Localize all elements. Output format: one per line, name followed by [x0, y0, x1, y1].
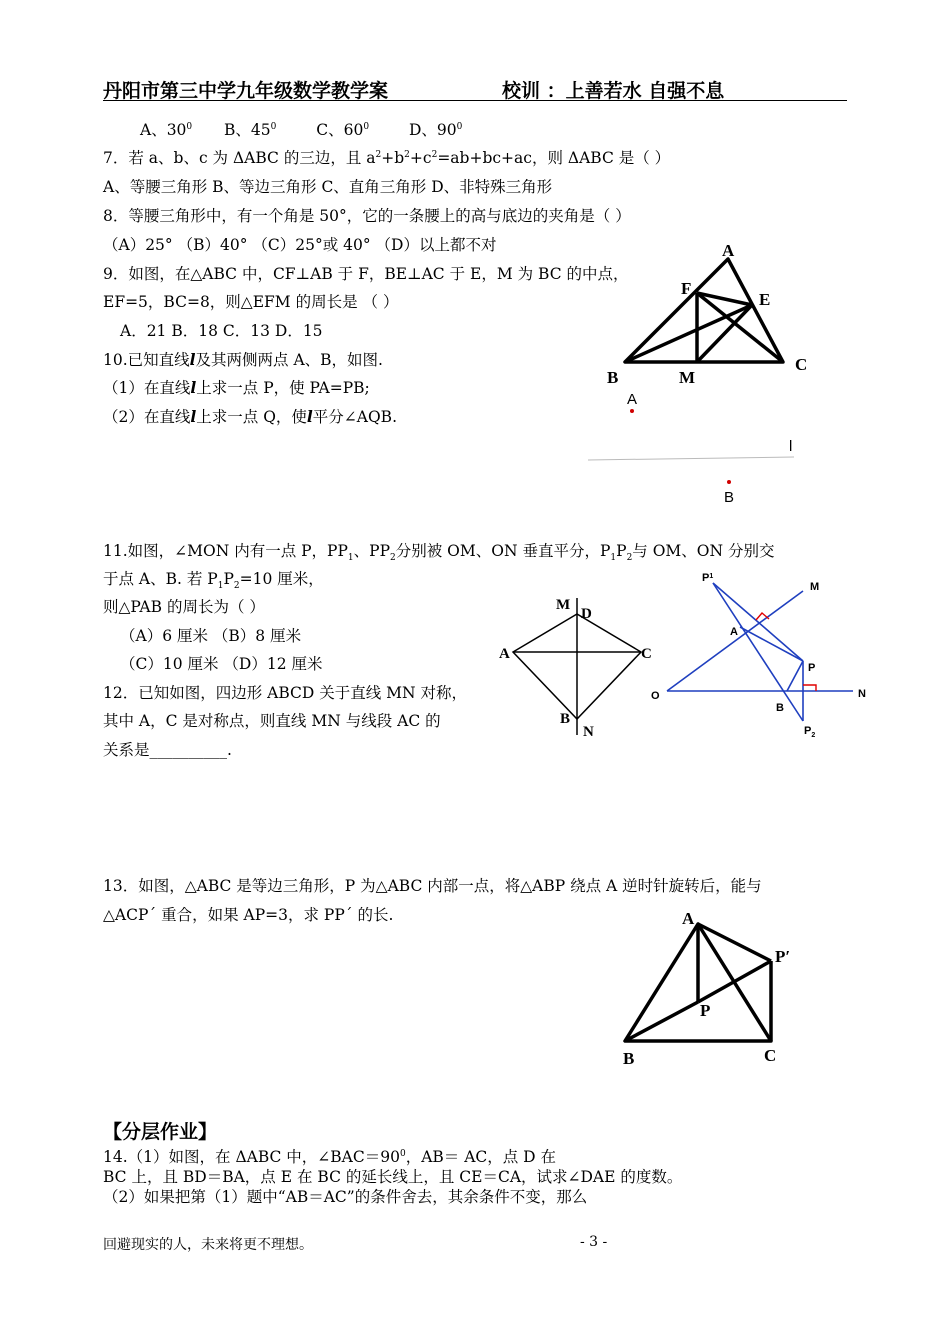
header-school: 丹阳市第三中学九年级数学教学案	[103, 80, 389, 102]
q14-line-3: （2）如果把第（1）题中“AB＝AC”的条件舍去，其余条件不变，那么	[103, 1188, 588, 1206]
footer-page-number: - 3 -	[580, 1234, 608, 1250]
q8-stem: 8．等腰三角形中，有一个角是 50°，它的一条腰上的高与底边的夹角是（ ）	[103, 207, 631, 225]
q13-line-2: △ACP´ 重合，如果 AP=3，求 PP´ 的长.	[103, 906, 394, 924]
q9-label-a: A	[722, 241, 735, 260]
q10-part1: （1）在直线l上求一点 P，使 PA=PB;	[103, 378, 370, 397]
q13-label-p: P	[700, 1001, 711, 1020]
q13-label-c: C	[764, 1046, 777, 1065]
q12-label-a: A	[499, 646, 510, 662]
q11-options-1: （A）6 厘米 （B）8 厘米	[120, 627, 302, 645]
q6-option-a: A、30	[140, 121, 187, 139]
q11-stem-1: 11.如图，∠MON 内有一点 P，$PP_1$、$PP_2$分别被 OM、ON 垂直平分，$P_1P_2$与 OM、ON 分别交	[103, 542, 775, 564]
q11-label-n: N	[858, 688, 866, 700]
q11-label-b: B	[776, 702, 784, 714]
footer-quote: 回避现实的人，未来将更不理想。	[103, 1237, 313, 1253]
q11-label-p2: $P_2$	[804, 725, 816, 739]
q8-options: （A）25° （B）40° （C）25°或 40° （D）以上都不对	[103, 236, 497, 254]
q12-line-2: 其中 A，C 是对称点，则直线 MN 与线段 AC 的	[103, 712, 441, 730]
q11-label-a: A	[730, 626, 738, 638]
q13-segment-pp-prime	[698, 961, 771, 1002]
q9-label-m: M	[679, 368, 696, 387]
q13-label-p-prime: P′	[775, 947, 791, 966]
q11-stem-3: 则△PAB 的周长为（ ）	[103, 598, 265, 616]
q9-label-e: E	[759, 290, 771, 309]
q10-label-b: B	[724, 489, 735, 506]
q13-line-1: 13．如图，△ABC 是等边三角形，P 为△ABC 内部一点，将△ABP 绕点 A 逆时针旋转后，能与	[103, 877, 762, 895]
q14-line-2: BC 上，且 BD＝BA，点 E 在 BC 的延长线上，且 CE＝CA，试求∠DAE 的度数。	[103, 1168, 683, 1186]
q9-options: A．21 B．18 C．13 D．15	[120, 322, 323, 340]
q9-label-f: F	[681, 279, 692, 298]
q10-stem: 10.已知直线l及其两侧两点 A、B，如图.	[103, 350, 383, 369]
q9-label-b: B	[607, 368, 619, 387]
q10-label-l: l	[789, 438, 793, 455]
q9-label-c: C	[795, 355, 808, 374]
q12-line-1: 12．已知如图，四边形 ABCD 关于直线 MN 对称，	[103, 684, 468, 702]
q12-label-m: M	[556, 597, 571, 613]
q7-options: A、等腰三角形 B、等边三角形 C、直角三角形 D、非特殊三角形	[103, 178, 553, 196]
q11-label-p: P	[808, 662, 816, 674]
homework-title: 【分层作业】	[103, 1121, 218, 1143]
q12-line-3: 关系是__________.	[103, 741, 232, 759]
q6-option-c: C、60	[316, 121, 364, 139]
q12-label-n: N	[583, 724, 594, 740]
q9-stem-2: EF=5，BC=8，则△EFM 的周长是 （ ）	[103, 293, 399, 311]
q11-label-o: O	[651, 690, 660, 702]
q9-stem-1: 9．如图，在△ABC 中，CF⊥AB 于 F，BE⊥AC 于 E，M 为 BC 的中点，	[103, 265, 629, 283]
q11-label-m: M	[810, 581, 820, 593]
q12-label-b: B	[560, 711, 571, 727]
q10-label-a: A	[627, 391, 638, 408]
q13-label-a: A	[682, 909, 695, 928]
q11-options-2: （C）10 厘米 （D）12 厘米	[120, 655, 323, 673]
q6-option-d: D、90	[408, 121, 457, 139]
q6-options: A、$30^0$ B、$45^0$ C、$60^0$ D、$90^0$	[140, 121, 463, 139]
q11-label-p1: $P^1$	[702, 572, 714, 584]
q10-part2: （2）在直线l上求一点 Q，使l平分∠AQB.	[103, 407, 398, 426]
q12-label-d: D	[581, 606, 592, 622]
q11-stem-2: 于点 A、B. 若 $P_1P_2=10$ 厘米，	[103, 570, 324, 592]
q6-option-b: B、45	[224, 121, 271, 139]
q7-stem: 7．若 a、b、c 为 ΔABC 的三边，且 $a^2+b^2+c^2=ab+bc+ac$，则 ΔABC 是（ ）	[103, 149, 671, 167]
q13-label-b: B	[623, 1049, 635, 1068]
q14-line-1: 14.（1）如图，在 ΔABC 中，$\angle BAC=90^0$，AB＝ AC，点 D 在	[103, 1148, 557, 1166]
q12-label-c: C	[641, 646, 652, 662]
header-motto: 校训 ：上善若水 自强不息	[502, 80, 725, 102]
